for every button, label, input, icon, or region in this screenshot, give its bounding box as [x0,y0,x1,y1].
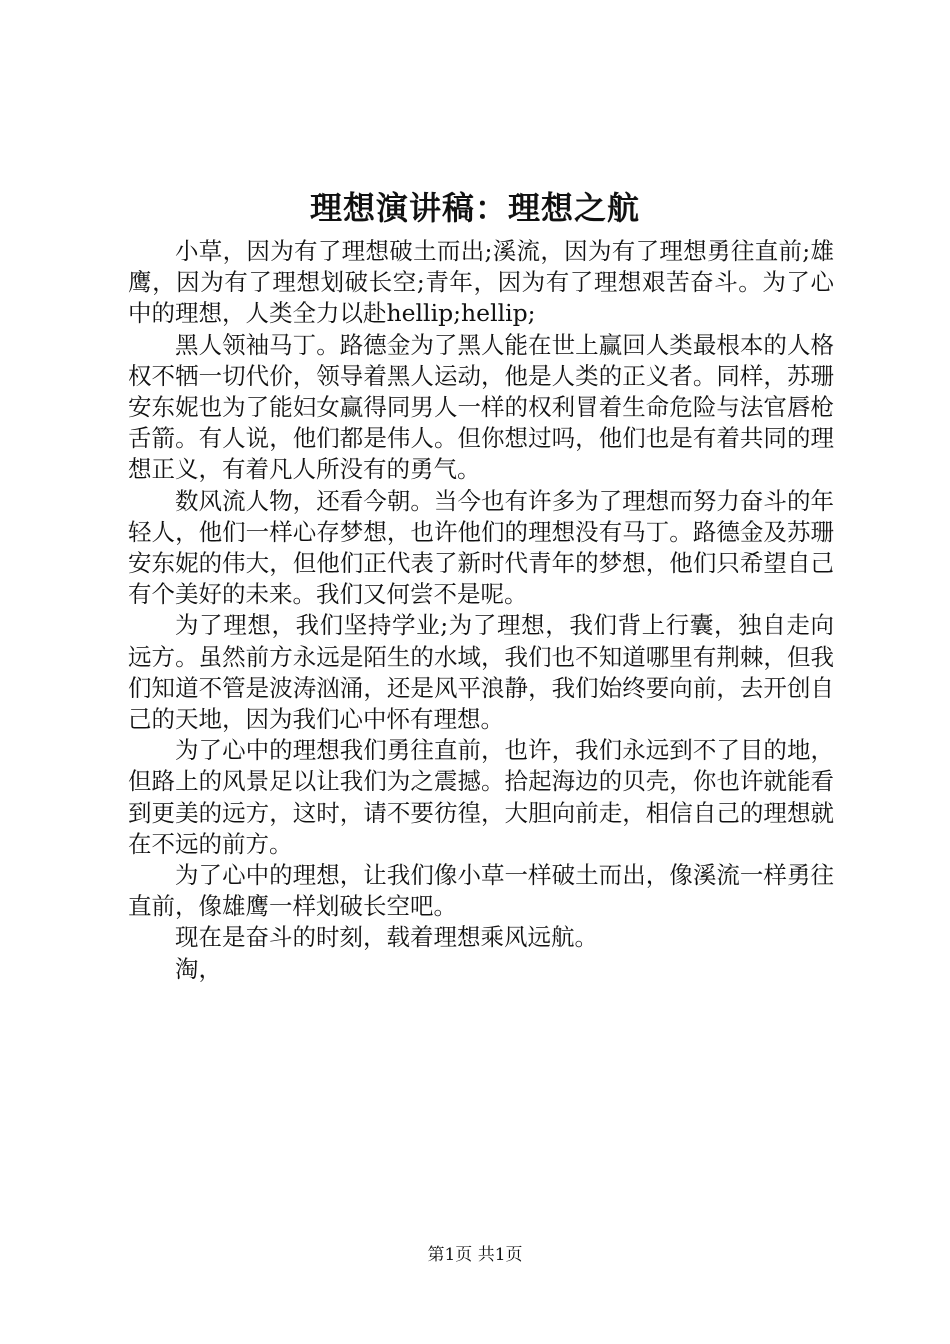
paragraph-8: 淘， [175,954,222,983]
paragraph-7: 现在是奋斗的时刻，载着理想乘风远航。 [175,923,598,952]
document-title: 理想演讲稿：理想之航 [309,189,640,227]
paragraph-5: 为了心中的理想我们勇往直前，也许，我们永远到不了目的地，但路上的风景足以让我们为之震撼。拾起海边的贝壳，你也许就能看到更美的远方，这时，请不要彷徨，大胆向前走，相信自己的理想就在不远的前方。 [128,736,834,858]
paragraph-2: 黑人领袖马丁。路德金为了黑人能在世上赢回人类最根本的人格权不牺一切代价，领导着黑人运动，他是人类的正义者。同样，苏珊安东妮也为了能妇女赢得同男人一样的权利冒着生命危险与法官唇枪舌箭。有人说，他们都是伟人。但你想过吗，他们也是有着共同的理想正义，有着凡人所没有的勇气。 [128,330,834,484]
paragraph-3: 数风流人物，还看今朝。当今也有许多为了理想而努力奋斗的年轻人，他们一样心存梦想，也许他们的理想没有马丁。路德金及苏珊安东妮的伟大，但他们正代表了新时代青年的梦想，他们只希望自己有个美好的未来。我们又何尝不是呢。 [128,486,834,609]
paragraph-4: 为了理想，我们坚持学业;为了理想，我们背上行囊，独自走向远方。虽然前方永远是陌生的水域，我们也不知道哪里有荆棘，但我们知道不管是波涛汹涌，还是风平浪静，我们始终要向前，去开创自己的天地，因为我们心中怀有理想。 [128,611,834,734]
paragraph-1: 小草，因为有了理想破土而出;溪流，因为有了理想勇往直前;雄鹰，因为有了理想划破长空;青年，因为有了理想艰苦奋斗。为了心中的理想，人类全力以赴hellip;hellip; [128,237,834,328]
paragraph-6: 为了心中的理想，让我们像小草一样破土而出，像溪流一样勇往直前，像雄鹰一样划破长空吧。 [128,861,834,921]
document-body [128,236,834,985]
page-number-footer: 第1页 共1页 [427,1245,523,1265]
